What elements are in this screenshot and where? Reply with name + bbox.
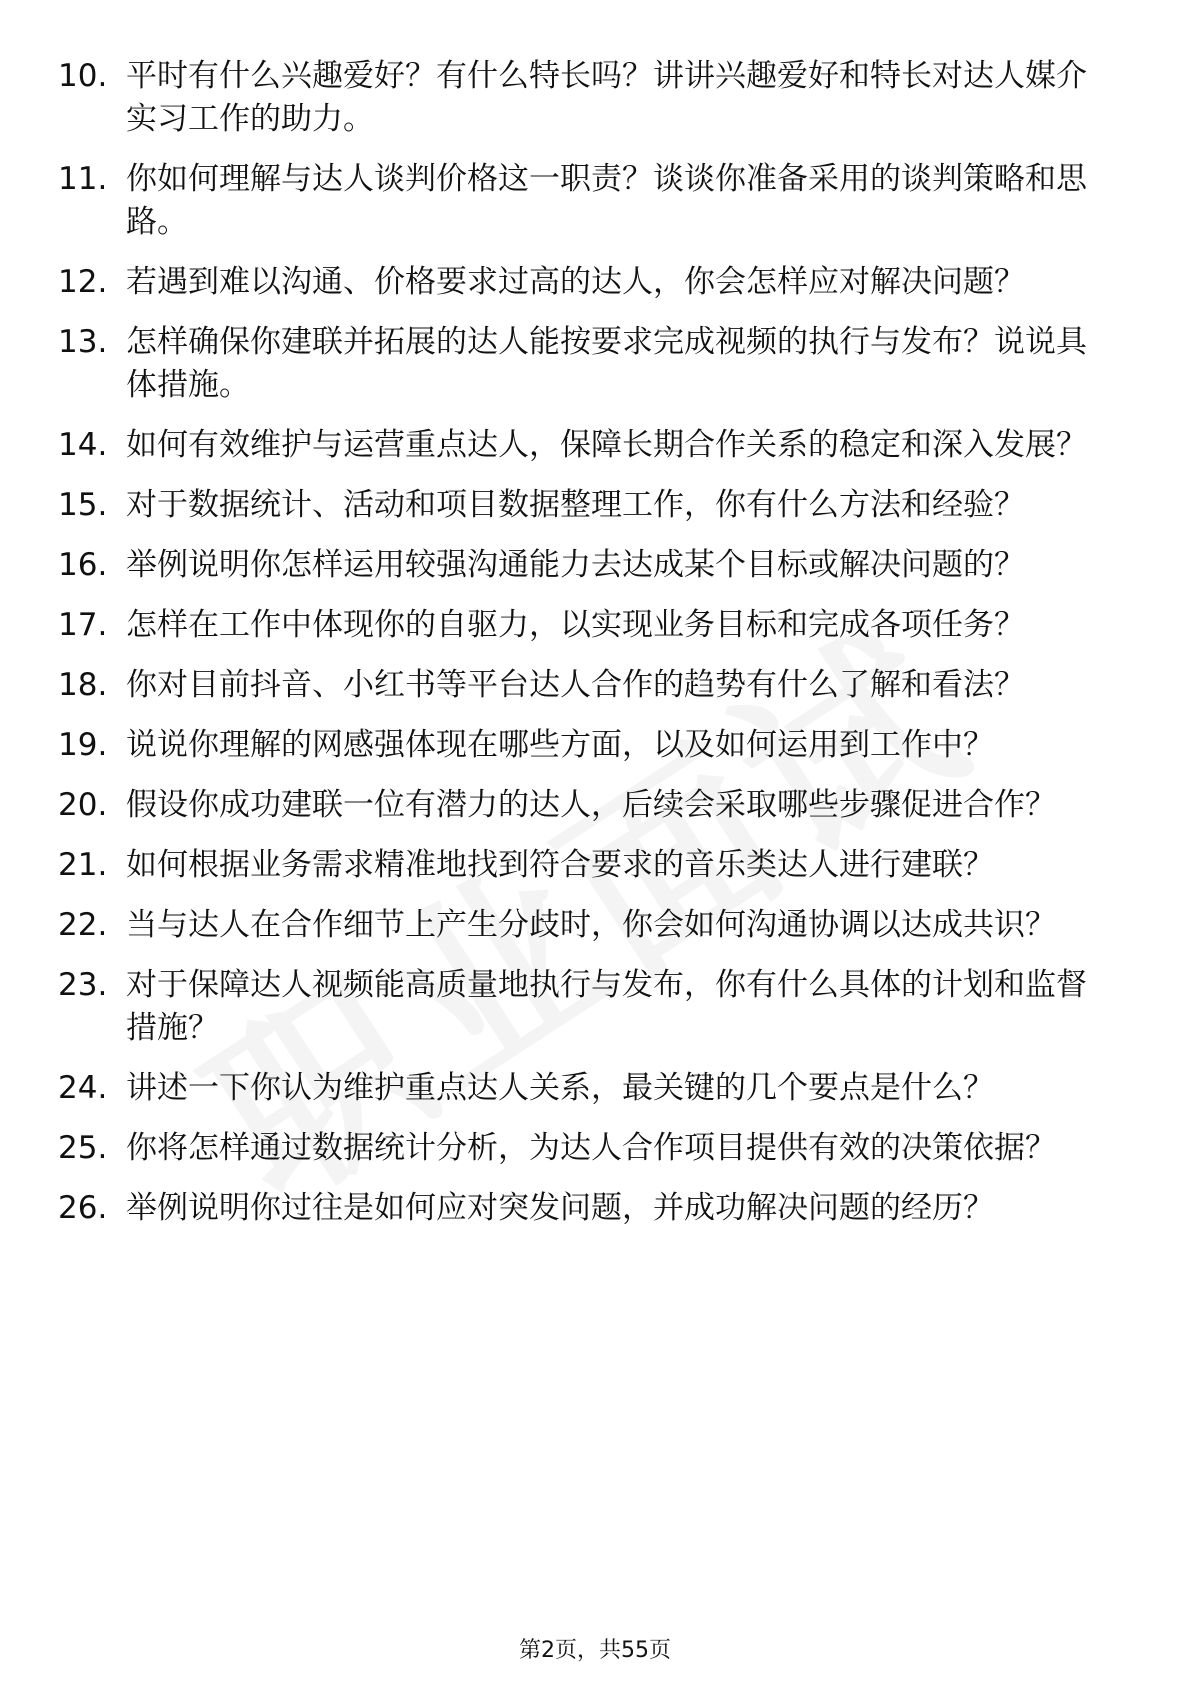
question-number: 14. [58,427,108,463]
question-item [58,1127,1118,1170]
question-text: 举例说明你过往是如何应对突发问题，并成功解决问题的经历？ [126,1190,994,1226]
question-number: 21. [58,847,108,883]
question-number: 26. [58,1190,108,1226]
question-item [58,784,1118,827]
question-item [58,664,1118,707]
question-item [58,844,1118,887]
question-text: 举例说明你怎样运用较强沟通能力去达成某个目标或解决问题的？ [126,547,1025,583]
question-text: 说说你理解的网感强体现在哪些方面，以及如何运用到工作中？ [126,727,994,763]
question-item [58,1067,1118,1110]
question-text: 对于保障达人视频能高质量地执行与发布，你有什么具体的计划和监督措施？ [126,967,1087,1046]
question-number: 16. [58,547,108,583]
question-number: 10. [58,58,108,94]
question-text: 平时有什么兴趣爱好？有什么特长吗？讲讲兴趣爱好和特长对达人媒介实习工作的助力。 [126,58,1087,137]
question-item [58,604,1118,647]
question-item [58,724,1118,767]
question-text: 怎样确保你建联并拓展的达人能按要求完成视频的执行与发布？说说具体措施。 [126,324,1087,403]
question-text: 你如何理解与达人谈判价格这一职责？谈谈你准备采用的谈判策略和思路。 [126,161,1087,240]
question-number: 17. [58,607,108,643]
question-number: 18. [58,667,108,703]
question-number: 15. [58,487,108,523]
question-item [58,261,1118,304]
question-text: 讲述一下你认为维护重点达人关系，最关键的几个要点是什么？ [126,1070,994,1106]
question-number: 24. [58,1070,108,1106]
question-text: 怎样在工作中体现你的自驱力，以实现业务目标和完成各项任务？ [126,607,1025,643]
question-text: 你对目前抖音、小红书等平台达人合作的趋势有什么了解和看法？ [126,667,1025,703]
question-number: 11. [58,161,108,197]
question-item [58,544,1118,587]
question-number: 13. [58,324,108,360]
question-number: 25. [58,1130,108,1166]
question-text: 若遇到难以沟通、价格要求过高的达人，你会怎样应对解决问题？ [126,264,1025,300]
question-item [58,1187,1118,1230]
question-item [58,964,1118,1050]
question-item [58,321,1118,407]
question-item [58,424,1118,467]
question-number: 19. [58,727,108,763]
question-text: 如何有效维护与运营重点达人，保障长期合作关系的稳定和深入发展？ [126,427,1087,463]
question-text: 假设你成功建联一位有潜力的达人，后续会采取哪些步骤促进合作？ [126,787,1056,823]
question-number: 23. [58,967,108,1003]
question-number: 20. [58,787,108,823]
question-item [58,484,1118,527]
question-text: 当与达人在合作细节上产生分歧时，你会如何沟通协调以达成共识？ [126,907,1056,943]
question-text: 你将怎样通过数据统计分析，为达人合作项目提供有效的决策依据？ [126,1130,1056,1166]
page-footer [0,1633,1190,1664]
question-number: 22. [58,907,108,943]
question-item [58,158,1118,244]
question-text: 如何根据业务需求精准地找到符合要求的音乐类达人进行建联？ [126,847,994,883]
question-item [58,55,1118,141]
question-list [58,55,1118,1247]
question-item [58,904,1118,947]
question-text: 对于数据统计、活动和项目数据整理工作，你有什么方法和经验？ [126,487,1025,523]
question-number: 12. [58,264,108,300]
page-number-label: 第2页，共55页 [519,1638,671,1663]
